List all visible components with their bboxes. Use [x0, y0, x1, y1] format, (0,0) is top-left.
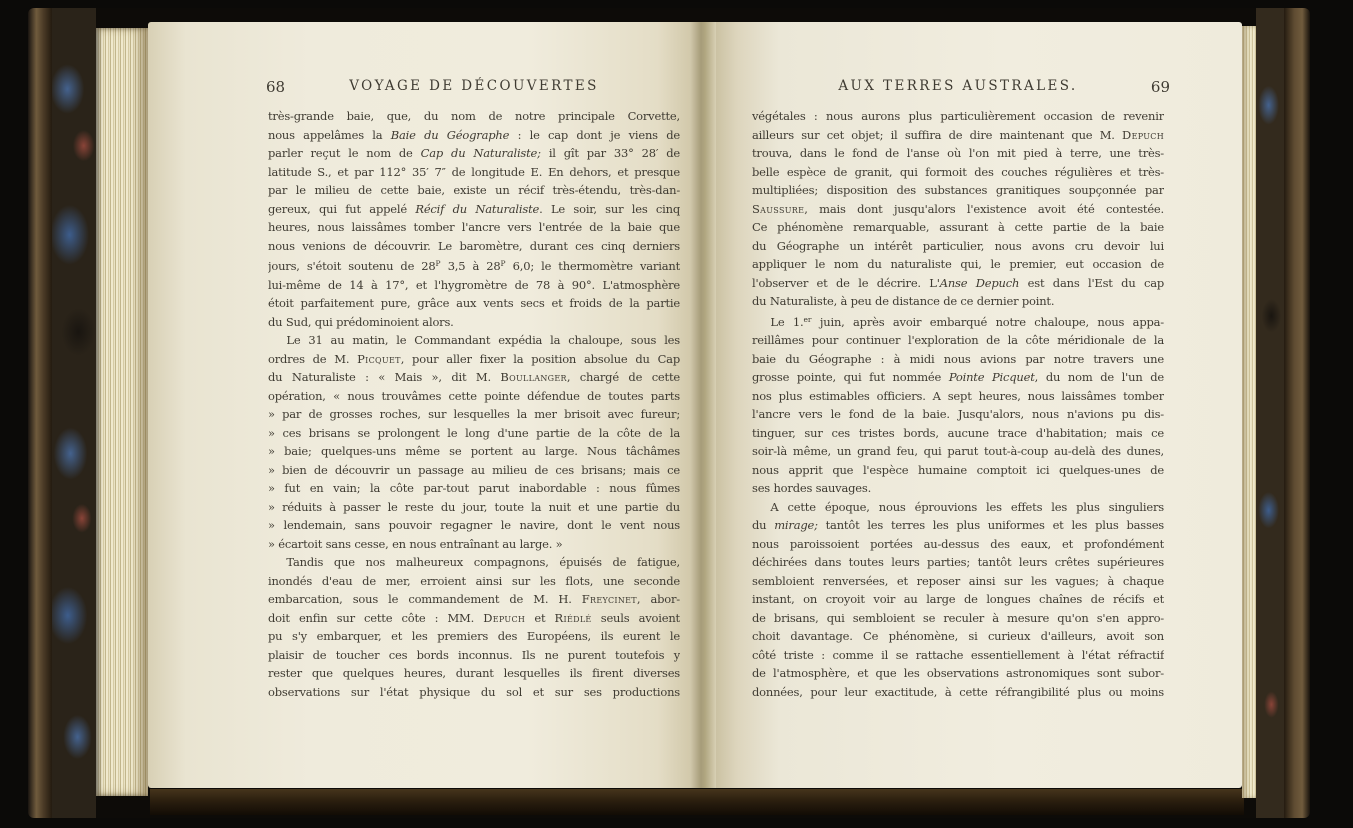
text-line: nous paroissoient portées au-dessus des eaux, et profondément	[752, 536, 1164, 551]
text-line: opération, « nous trouvâmes cette pointe défendue de toutes parts	[268, 388, 680, 403]
right-page-edges	[1242, 8, 1256, 818]
book-scan	[28, 8, 1310, 818]
text-line: » baie; quelques-uns même se portent au large. Nous tâchâmes	[268, 444, 680, 458]
text-line: étoit parfaitement pure, grâce aux vents secs et froids de la partie	[268, 296, 680, 310]
text-line: du Naturaliste : « Mais », dit M. Boullanger, chargé de cette	[268, 370, 680, 384]
left-page-edges-texture	[96, 28, 148, 796]
text-line: du Géographe un intérêt particulier, nous avons cru devoir lui	[752, 238, 1164, 253]
text-line: baie du Géographe : à midi nous avions par notre travers une	[752, 351, 1164, 366]
text-line: lui-même de 14 à 17°, et l'hygromètre de 78 à 90°. L'atmosphère	[268, 277, 680, 292]
text-line: » lendemain, sans pouvoir regagner le navire, dont le vent nous	[268, 518, 680, 532]
text-line: » ces brisans se prolongent le long d'une partie de la côte de la	[268, 425, 680, 440]
text-line: pu s'y embarquer, et les premiers des Européens, ils eurent le	[268, 629, 680, 643]
text-line: » réduits à passer le reste du jour, toute la nuit et une partie du	[268, 499, 680, 514]
left-marbled-endpaper	[52, 8, 96, 818]
text-line: Le 31 au matin, le Commandant expédia la chaloupe, sous les	[286, 333, 680, 347]
right-running-head: AUX TERRES AUSTRALES.	[838, 78, 1078, 94]
text-line: sembloient renversées, et reposer ainsi sur les vagues; à chaque	[752, 573, 1164, 588]
text-line: grosse pointe, qui fut nommée Pointe Picquet, du nom de l'un de	[752, 370, 1164, 384]
text-line: Tandis que nos malheureux compagnons, épuisés de fatigue,	[286, 555, 680, 569]
right-page-number: 69	[1150, 78, 1170, 96]
text-line: Saussure, mais dont jusqu'alors l'existence avoit été contestée.	[752, 201, 1164, 216]
text-line: belle espèce de granit, qui formoit des couches régulières et très-	[752, 164, 1164, 179]
text-line: du Naturaliste, à peu de distance de ce dernier point.	[752, 294, 1055, 308]
text-line: ordres de M. Picquet, pour aller fixer la position absolue du Cap	[268, 351, 680, 366]
text-line: nous appelâmes la Baie du Géographe : le cap dont je viens de	[268, 127, 680, 142]
left-page-number: 68	[266, 78, 286, 96]
text-line: » bien de découvrir un passage au milieu de ces brisans; mais ce	[268, 462, 680, 477]
text-line: du mirage; tantôt les terres les plus uniformes et les plus basses	[752, 518, 1164, 532]
text-line: côté triste : comme il se rattache essentiellement à l'état réfractif	[752, 647, 1164, 662]
text-line: Le 1.$^{er}$ juin, après avoir embarqué notre chaloupe, nous appa-	[770, 314, 1164, 329]
text-line: doit enfin sur cette côte : MM. Depuch et Riédlé seuls avoient	[268, 610, 680, 625]
left-page-edges	[96, 8, 148, 818]
text-line: » écartoit sans cesse, en nous entraînant au large. »	[268, 536, 563, 551]
text-line: nous apprit que l'espèce humaine comptoit ici quelques-unes de	[752, 462, 1164, 477]
text-line: » par de grosses roches, sur lesquelles la mer brisoit avec fureur;	[268, 407, 680, 421]
text-line: embarcation, sous le commandement de M. H. Freycinet, abor-	[268, 592, 680, 606]
left-running-head: VOYAGE DE DÉCOUVERTES	[349, 78, 599, 94]
left-page-body	[268, 107, 680, 701]
text-line: jours, s'étoit soutenu de $28^P$ 3,5 à $28^P$ 6,0; le thermomètre variant	[268, 259, 680, 273]
text-line: déchirées dans toutes leurs parties; tantôt leurs crêtes supérieures	[752, 555, 1164, 569]
text-line: l'ancre vers le fond de la baie. Jusqu'alors, nous n'avions pu dis-	[752, 407, 1164, 421]
text-line: trouva, dans le fond de l'anse où l'on mit pied à terre, une très-	[752, 146, 1164, 160]
text-line: reillâmes pour continuer l'exploration de la côte méridionale de la	[752, 333, 1164, 347]
text-line: A cette époque, nous éprouvions les effets les plus singuliers	[770, 499, 1164, 514]
text-line: nos plus estimables officiers. A sept heures, nous laissâmes tomber	[752, 388, 1164, 403]
right-cover-board	[1284, 8, 1310, 818]
text-line: plaisir de toucher ces bords inconnus. Ils ne purent toutefois y	[268, 647, 680, 662]
right-page-edges-texture	[1242, 26, 1256, 798]
text-line: gereux, qui fut appelé Récif du Naturaliste. Le soir, sur les cinq	[268, 201, 680, 216]
book-spread	[28, 8, 1310, 818]
text-line: latitude S., et par 112° 35′ 7″ de longitude E. En dehors, et presque	[268, 164, 680, 179]
text-line: multipliées; disposition des substances granitiques soupçonnée par	[752, 183, 1164, 197]
text-line: heures, nous laissâmes tomber l'ancre vers l'entrée de la baie que	[268, 220, 680, 234]
text-line: Ce phénomène remarquable, assurant à cette partie de la baie	[752, 220, 1164, 234]
text-line: de brisans, qui sembloient se reculer à mesure qu'on s'en appro-	[752, 610, 1164, 625]
text-line: ses hordes sauvages.	[752, 481, 872, 495]
text-line: appliquer le nom du naturaliste qui, le premier, eut occasion de	[752, 257, 1164, 271]
text-line: » fut en vain; la côte par-tout parut inabordable : nous fûmes	[268, 481, 680, 495]
gutter-shadow	[690, 22, 716, 788]
right-page-body	[752, 107, 1164, 701]
text-line: inondés d'eau de mer, erroient ainsi sur les flots, une seconde	[268, 573, 680, 588]
left-page-header	[268, 78, 680, 97]
text-line: instant, on croyoit voir au large de longues chaînes de récifs et	[752, 592, 1164, 606]
text-line: soir-là même, un grand feu, qui parut tout-à-coup au-delà des dunes,	[752, 444, 1164, 458]
text-line: du Sud, qui prédominoient alors.	[268, 314, 454, 329]
right-page	[716, 22, 1242, 788]
right-page-header	[752, 78, 1170, 97]
text-line: l'observer et de le décrire. L'Anse Depuch est dans l'Est du cap	[752, 275, 1164, 290]
text-line: nous venions de découvrir. Le baromètre, durant ces cinq derniers	[268, 238, 680, 253]
text-line: tinguer, sur ces tristes bords, aucune trace d'habitation; mais ce	[752, 425, 1164, 440]
text-line: par le milieu de cette baie, existe un récif très-étendu, très-dan-	[268, 183, 680, 197]
left-cover-board	[28, 8, 52, 818]
text-line: rester que quelques heures, durant lesquelles ils firent diverses	[268, 666, 680, 680]
left-page	[148, 22, 690, 788]
text-line: ailleurs sur cet objet; il suffira de dire maintenant que M. Depuch	[752, 127, 1164, 142]
text-line: parler reçut le nom de Cap du Naturaliste; il gît par 33° 28′ de	[268, 146, 680, 160]
text-line: de l'atmosphère, et que les observations astronomiques sont subor-	[752, 666, 1164, 680]
right-marbled-endpaper	[1256, 8, 1284, 818]
text-line: végétales : nous aurons plus particulièrement occasion de revenir	[752, 109, 1164, 123]
text-line: très-grande baie, que, du nom de notre principale Corvette,	[268, 109, 680, 123]
text-line: données, pour leur exactitude, à cette réfrangibilité plus ou moins	[752, 684, 1164, 699]
text-line: observations sur l'état physique du sol et sur ses productions	[268, 684, 680, 699]
text-line: choit davantage. Ce phénomène, si curieux d'ailleurs, avoit son	[752, 629, 1164, 643]
